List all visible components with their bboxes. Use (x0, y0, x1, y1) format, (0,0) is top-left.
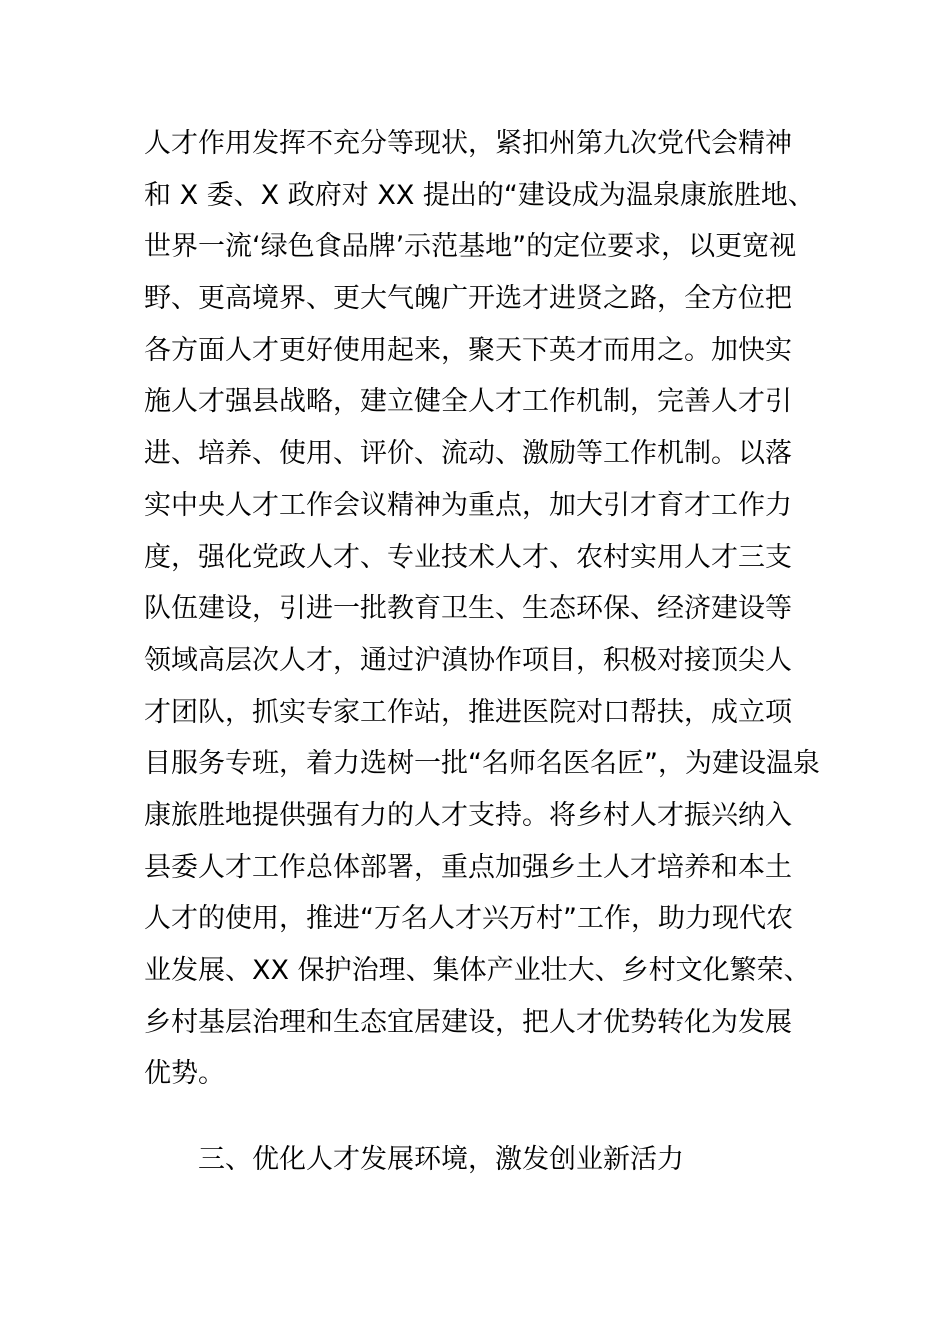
paragraph-line: 施人才强县战略，建立健全人才工作机制，完善人才引 (144, 386, 792, 418)
paragraph-line: 度，强化党政人才、专业技术人才、农村实用人才三支 (144, 541, 792, 573)
paragraph-line: 目服务专班，着力选树一批“名师名医名匠”，为建设温泉 (144, 748, 820, 780)
paragraph-line: 优势。 (144, 1058, 225, 1090)
paragraph-line: 和 X 委、X 政府对 XX 提出的“建设成为温泉康旅胜地、 (144, 179, 815, 211)
section-heading: 三、优化人才发展环境，激发创业新活力 (198, 1144, 684, 1175)
paragraph-line: 才团队，抓实专家工作站，推进医院对口帮扶，成立项 (144, 696, 792, 728)
paragraph-line: 县委人才工作总体部署，重点加强乡土人才培养和本土 (144, 851, 792, 883)
paragraph-line: 野、更高境界、更大气魄广开选才进贤之路，全方位把 (144, 283, 792, 315)
paragraph-line: 各方面人才更好使用起来，聚天下英才而用之。加快实 (144, 334, 792, 366)
paragraph-line: 业发展、XX 保护治理、集体产业壮大、乡村文化繁荣、 (144, 955, 811, 986)
paragraph-line: 领域高层次人才，通过沪滇协作项目，积极对接顶尖人 (144, 644, 792, 676)
paragraph-line: 人才的使用，推进“万名人才兴万村”工作，助力现代农 (144, 903, 793, 935)
paragraph-line: 队伍建设，引进一批教育卫生、生态环保、经济建设等 (144, 593, 792, 625)
paragraph-line: 进、培养、使用、评价、流动、激励等工作机制。以落 (144, 438, 792, 470)
paragraph-line: 实中央人才工作会议精神为重点，加大引才育才工作力 (144, 489, 792, 521)
paragraph-line: 康旅胜地提供强有力的人才支持。将乡村人才振兴纳入 (144, 799, 792, 831)
paragraph-line: 人才作用发挥不充分等现状，紧扣州第九次党代会精神 (144, 128, 792, 159)
paragraph-line: 世界一流‘绿色食品牌’示范基地”的定位要求，以更宽视 (144, 231, 797, 263)
body-paragraph (144, 118, 844, 1100)
paragraph-line: 乡村基层治理和生态宜居建设，把人才优势转化为发展 (144, 1006, 792, 1038)
